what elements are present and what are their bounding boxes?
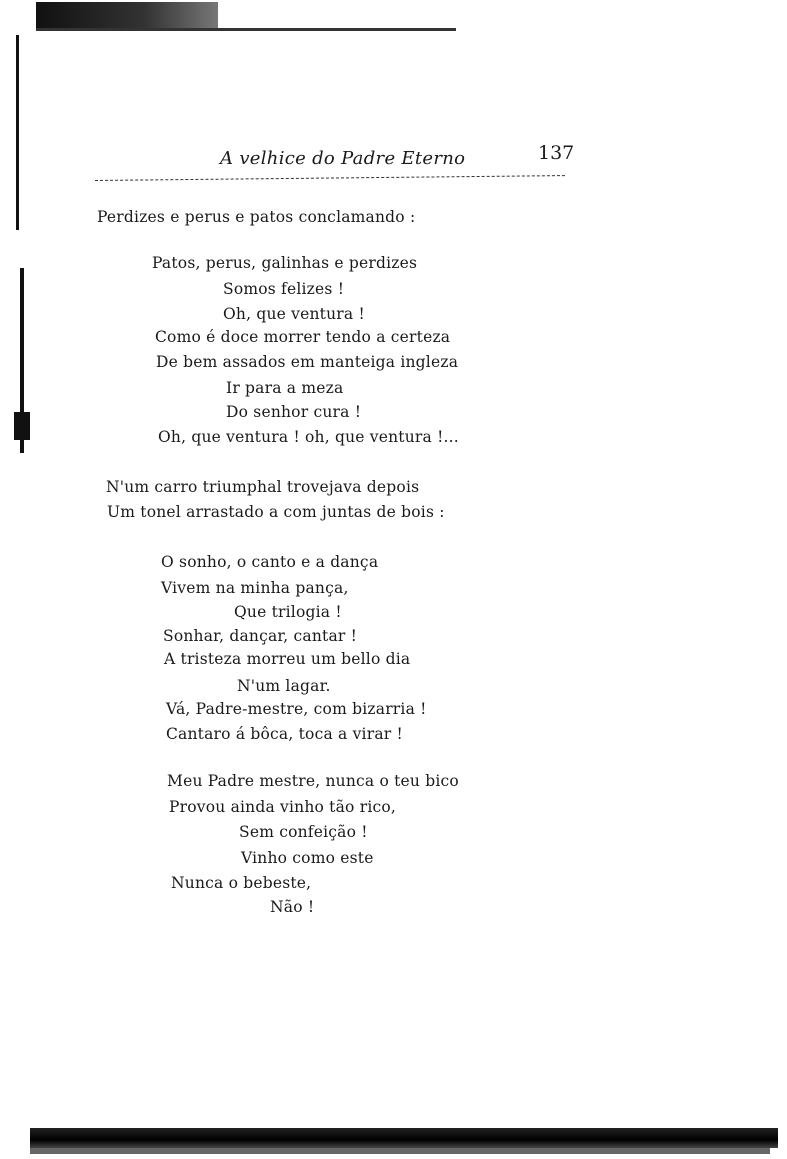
poem-line: Vivem na minha pança,: [161, 579, 349, 597]
poem-line: N'um lagar.: [237, 677, 331, 695]
poem-line: Que trilogia !: [234, 603, 342, 621]
scan-edge-notch: [14, 412, 30, 440]
poem-line: Meu Padre mestre, nunca o teu bico: [167, 772, 459, 790]
poem-line: Não !: [270, 898, 315, 916]
poem-line: Ir para a meza: [226, 379, 344, 397]
poem-line: Do senhor cura !: [226, 403, 362, 421]
intro-line: Um tonel arrastado a com juntas de bois :: [107, 503, 445, 521]
poem-line: Sem confeição !: [239, 823, 368, 841]
running-head: A velhice do Padre Eterno: [220, 148, 466, 169]
scan-edge-bottom-line: [30, 1148, 770, 1154]
page-number: 137: [538, 142, 575, 164]
poem-line: Como é doce morrer tendo a certeza: [155, 328, 451, 346]
poem-line: Sonhar, dançar, cantar !: [163, 627, 358, 645]
poem-line: Somos felizes !: [223, 280, 345, 298]
poem-line: Provou ainda vinho tão rico,: [169, 798, 397, 816]
poem-line: Vinho como este: [241, 849, 374, 867]
scan-edge-line: [36, 28, 456, 31]
header-rule: [95, 175, 565, 181]
poem-line: O sonho, o canto e a dança: [161, 553, 379, 571]
poem-line: Oh, que ventura !: [223, 305, 365, 323]
intro-line: N'um carro triumphal trovejava depois: [106, 478, 420, 496]
scan-edge-top: [36, 2, 218, 28]
poem-line: De bem assados em manteiga ingleza: [156, 353, 459, 371]
poem-line: Cantaro á bôca, toca a virar !: [166, 725, 403, 743]
poem-line: Nunca o bebeste,: [171, 874, 312, 892]
poem-line: Oh, que ventura ! oh, que ventura !...: [158, 428, 459, 446]
scan-edge-bottom: [30, 1128, 778, 1148]
poem-line: A tristeza morreu um bello dia: [164, 650, 411, 668]
poem-line: Vá, Padre-mestre, com bizarria !: [166, 700, 427, 718]
poem-line: Patos, perus, galinhas e perdizes: [152, 254, 418, 272]
scan-edge-left: [16, 35, 19, 230]
intro-line: Perdizes e perus e patos conclamando :: [97, 208, 416, 226]
